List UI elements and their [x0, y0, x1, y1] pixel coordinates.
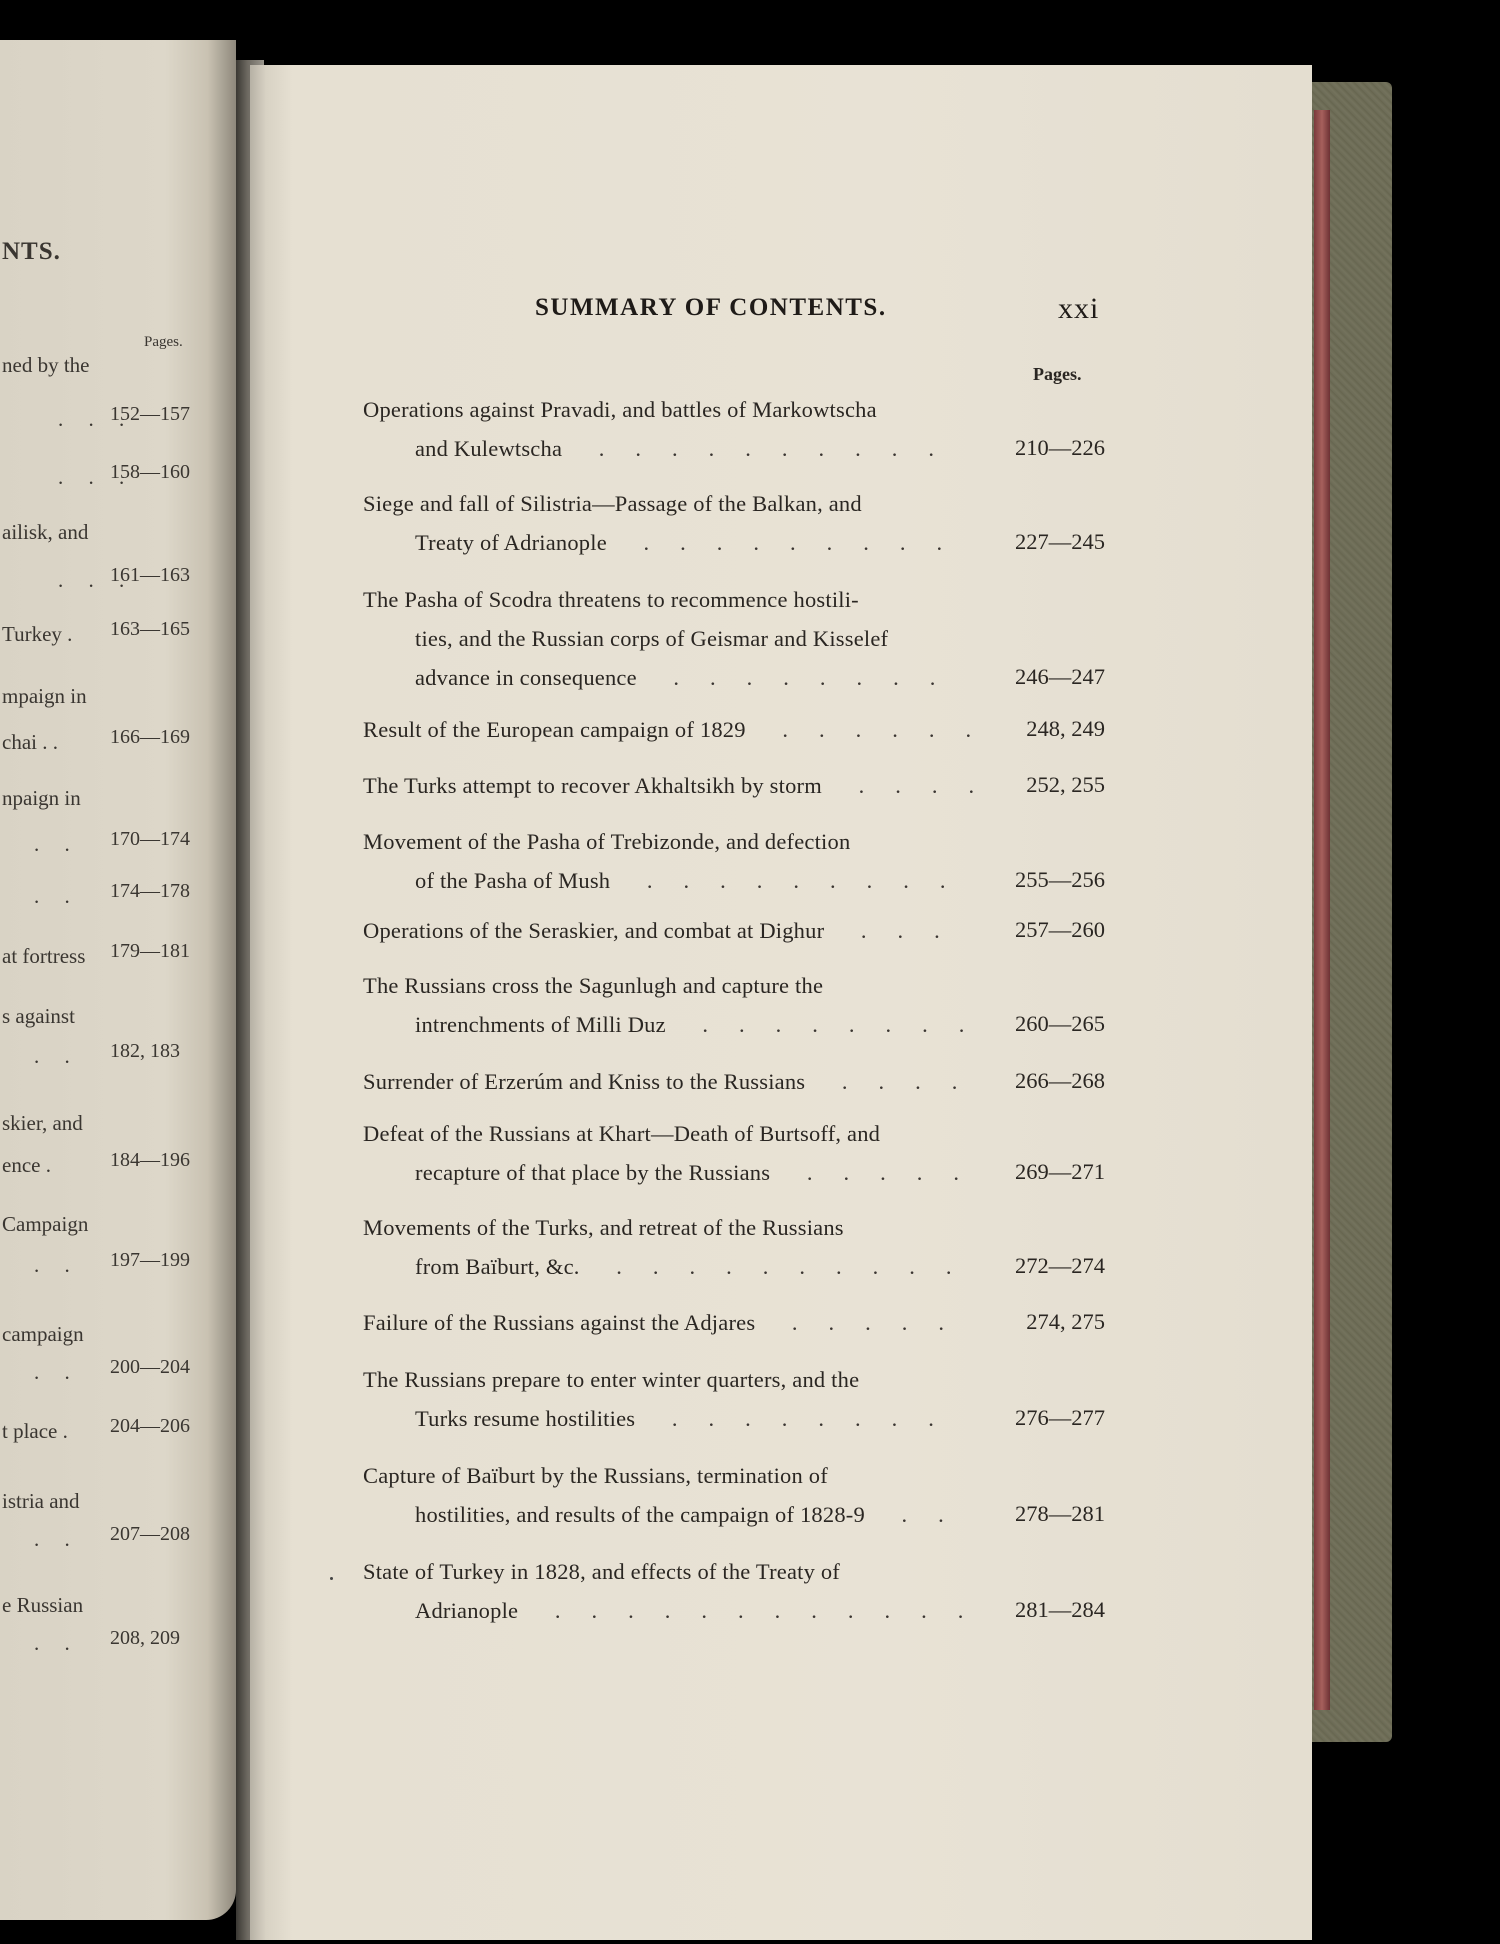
- cover-red-edge: [1314, 110, 1330, 1710]
- previous-page-heading: NTS.: [2, 238, 61, 265]
- previous-page-pages: 208, 209: [110, 1627, 180, 1649]
- leader-dots: ..: [864, 1502, 975, 1527]
- contents-entry-first-line: Capture of Baïburt by the Russians, termination of: [363, 1463, 828, 1488]
- page-range: 248, 249: [1026, 716, 1105, 741]
- contents-entry-continuation: recapture of that place by the Russians .....: [415, 1160, 990, 1185]
- previous-page-line: at fortress: [2, 944, 86, 968]
- contents-entry-continuation: hostilities, and results of the campaign of 1828-9 ..: [415, 1502, 975, 1527]
- contents-entry-continuation: intrenchments of Milli Duz ........: [415, 1012, 996, 1037]
- contents-entry-continuation: Treaty of Adrianople .........: [415, 530, 974, 555]
- contents-entry-continuation: from Baïburt, &c. ..........: [415, 1254, 983, 1279]
- previous-page-pages: 174—178: [110, 880, 190, 902]
- previous-page-pages: 152—157: [110, 403, 190, 425]
- leader-dots: .........: [610, 868, 977, 893]
- leader-dots: .....: [770, 1160, 990, 1185]
- previous-page-line: Turkey .: [2, 622, 73, 646]
- previous-page-line: . .: [34, 1044, 80, 1068]
- contents-entry-first-line: Movement of the Pasha of Trebizonde, and defection: [363, 829, 851, 854]
- previous-page-line: . .: [34, 1360, 80, 1384]
- page-range: 281—284: [1015, 1597, 1105, 1622]
- page-range: 272—274: [1015, 1253, 1105, 1278]
- contents-entry-continuation: and Kulewtscha ..........: [415, 436, 966, 461]
- page-range: 274, 275: [1026, 1309, 1105, 1334]
- leader-dots: .........: [606, 530, 974, 555]
- previous-page-line: . . .: [58, 465, 135, 489]
- contents-entry-first-line: The Russians cross the Sagunlugh and capture the: [363, 973, 824, 998]
- previous-page-pages-label: Pages.: [144, 334, 183, 350]
- previous-page-pages: 200—204: [110, 1356, 190, 1378]
- contents-entry-first-line: Result of the European campaign of 1829 ......: [363, 717, 1003, 742]
- leader-dots: ........: [636, 665, 967, 690]
- contents-entry-first-line: Surrender of Erzerúm and Kniss to the Russians ....: [363, 1069, 989, 1094]
- leader-dots: ..........: [579, 1254, 983, 1279]
- page-range: 210—226: [1015, 435, 1105, 460]
- previous-page-line: ailisk, and: [2, 520, 89, 544]
- previous-page-pages: 170—174: [110, 828, 190, 850]
- contents-entry-first-line: The Pasha of Scodra threatens to recommence hostili-: [363, 587, 859, 612]
- contents-entry-continuation: Adrianople ............: [415, 1598, 995, 1623]
- previous-page-line: e Russian: [2, 1593, 84, 1617]
- previous-page-line: ence .: [2, 1153, 51, 1177]
- previous-page-line: istria and: [2, 1489, 80, 1513]
- previous-page-pages: 179—181: [110, 940, 190, 962]
- contents-entry-first-line: State of Turkey in 1828, and effects of the Treaty of: [363, 1559, 841, 1584]
- leader-dots: ........: [665, 1012, 996, 1037]
- page-range: 257—260: [1015, 917, 1105, 942]
- contents-entry-first-line: The Russians prepare to enter winter quarters, and the: [363, 1367, 860, 1392]
- contents-entry-first-line: Defeat of the Russians at Khart—Death of Burtsoff, and: [363, 1121, 881, 1146]
- previous-page-line: ned by the: [2, 353, 90, 377]
- page-range: 266—268: [1015, 1068, 1105, 1093]
- page-range: 278—281: [1015, 1501, 1105, 1526]
- contents-entry-first-line: The Turks attempt to recover Akhaltsikh by storm ....: [363, 773, 1006, 798]
- leader-dots: ..........: [562, 436, 966, 461]
- previous-page-line: skier, and: [2, 1111, 83, 1135]
- previous-page-line: t place .: [2, 1419, 68, 1443]
- previous-page-line: npaign in: [2, 786, 81, 810]
- previous-page-pages: 163—165: [110, 618, 190, 640]
- previous-page-pages: 184—196: [110, 1149, 190, 1171]
- page-number: xxi: [1058, 292, 1100, 325]
- leader-dots: ....: [805, 1069, 989, 1094]
- contents-entry-continuation: advance in consequence ........: [415, 665, 967, 690]
- contents-entry-continuation: ties, and the Russian corps of Geismar and Kisselef: [415, 626, 889, 651]
- contents-entry-first-line: Failure of the Russians against the Adjares .....: [363, 1310, 976, 1335]
- previous-page-pages: 161—163: [110, 564, 190, 586]
- contents-entry-first-line: Operations of the Seraskier, and combat at Dighur ...: [363, 918, 971, 943]
- page-range: 252, 255: [1026, 772, 1105, 797]
- page-range: 269—271: [1015, 1159, 1105, 1184]
- running-head: SUMMARY OF CONTENTS.: [535, 294, 887, 321]
- previous-page-pages: 182, 183: [110, 1040, 180, 1062]
- previous-page-pages: 207—208: [110, 1523, 190, 1545]
- page-range: 255—256: [1015, 867, 1105, 892]
- contents-entry-first-line: Siege and fall of Silistria—Passage of the Balkan, and: [363, 491, 862, 516]
- previous-page-pages: 158—160: [110, 461, 190, 483]
- previous-page-line: Campaign: [2, 1212, 89, 1236]
- contents-entry-continuation: Turks resume hostilities ........: [415, 1406, 965, 1431]
- leader-dots: ............: [518, 1598, 995, 1623]
- contents-page: [250, 65, 1312, 1940]
- previous-page-line: . .: [34, 1631, 80, 1655]
- previous-page-line: . .: [34, 1527, 80, 1551]
- page-range: 246—247: [1015, 664, 1105, 689]
- previous-page-pages: 197—199: [110, 1249, 190, 1271]
- page-range: 276—277: [1015, 1405, 1105, 1430]
- previous-page-line: . .: [34, 884, 80, 908]
- previous-page-line: . . .: [58, 568, 135, 592]
- previous-page-pages: 166—169: [110, 726, 190, 748]
- contents-entry-first-line: Movements of the Turks, and retreat of the Russians: [363, 1215, 844, 1240]
- page-range: 227—245: [1015, 529, 1105, 554]
- leader-dots: .....: [755, 1310, 976, 1335]
- pages-column-header: Pages.: [1033, 364, 1082, 384]
- leader-dots: ...: [824, 918, 971, 943]
- previous-page-line: . . .: [58, 407, 135, 431]
- previous-page-line: . .: [34, 832, 80, 856]
- contents-entry-first-line: Operations against Pravadi, and battles of Markowtscha: [363, 397, 877, 422]
- page-range: 260—265: [1015, 1011, 1105, 1036]
- previous-page-pages: 204—206: [110, 1415, 190, 1437]
- previous-page-line: mpaign in: [2, 684, 87, 708]
- previous-page-line: chai . .: [2, 730, 58, 754]
- previous-page-line: . .: [34, 1253, 80, 1277]
- leader-dots: ....: [821, 773, 1006, 798]
- leader-dots: ........: [635, 1406, 965, 1431]
- contents-entry-continuation: of the Pasha of Mush .........: [415, 868, 977, 893]
- leader-dots: ......: [745, 717, 1003, 742]
- margin-dot: [330, 1577, 333, 1580]
- previous-page-line: s against: [2, 1004, 75, 1028]
- previous-page-line: campaign: [2, 1322, 84, 1346]
